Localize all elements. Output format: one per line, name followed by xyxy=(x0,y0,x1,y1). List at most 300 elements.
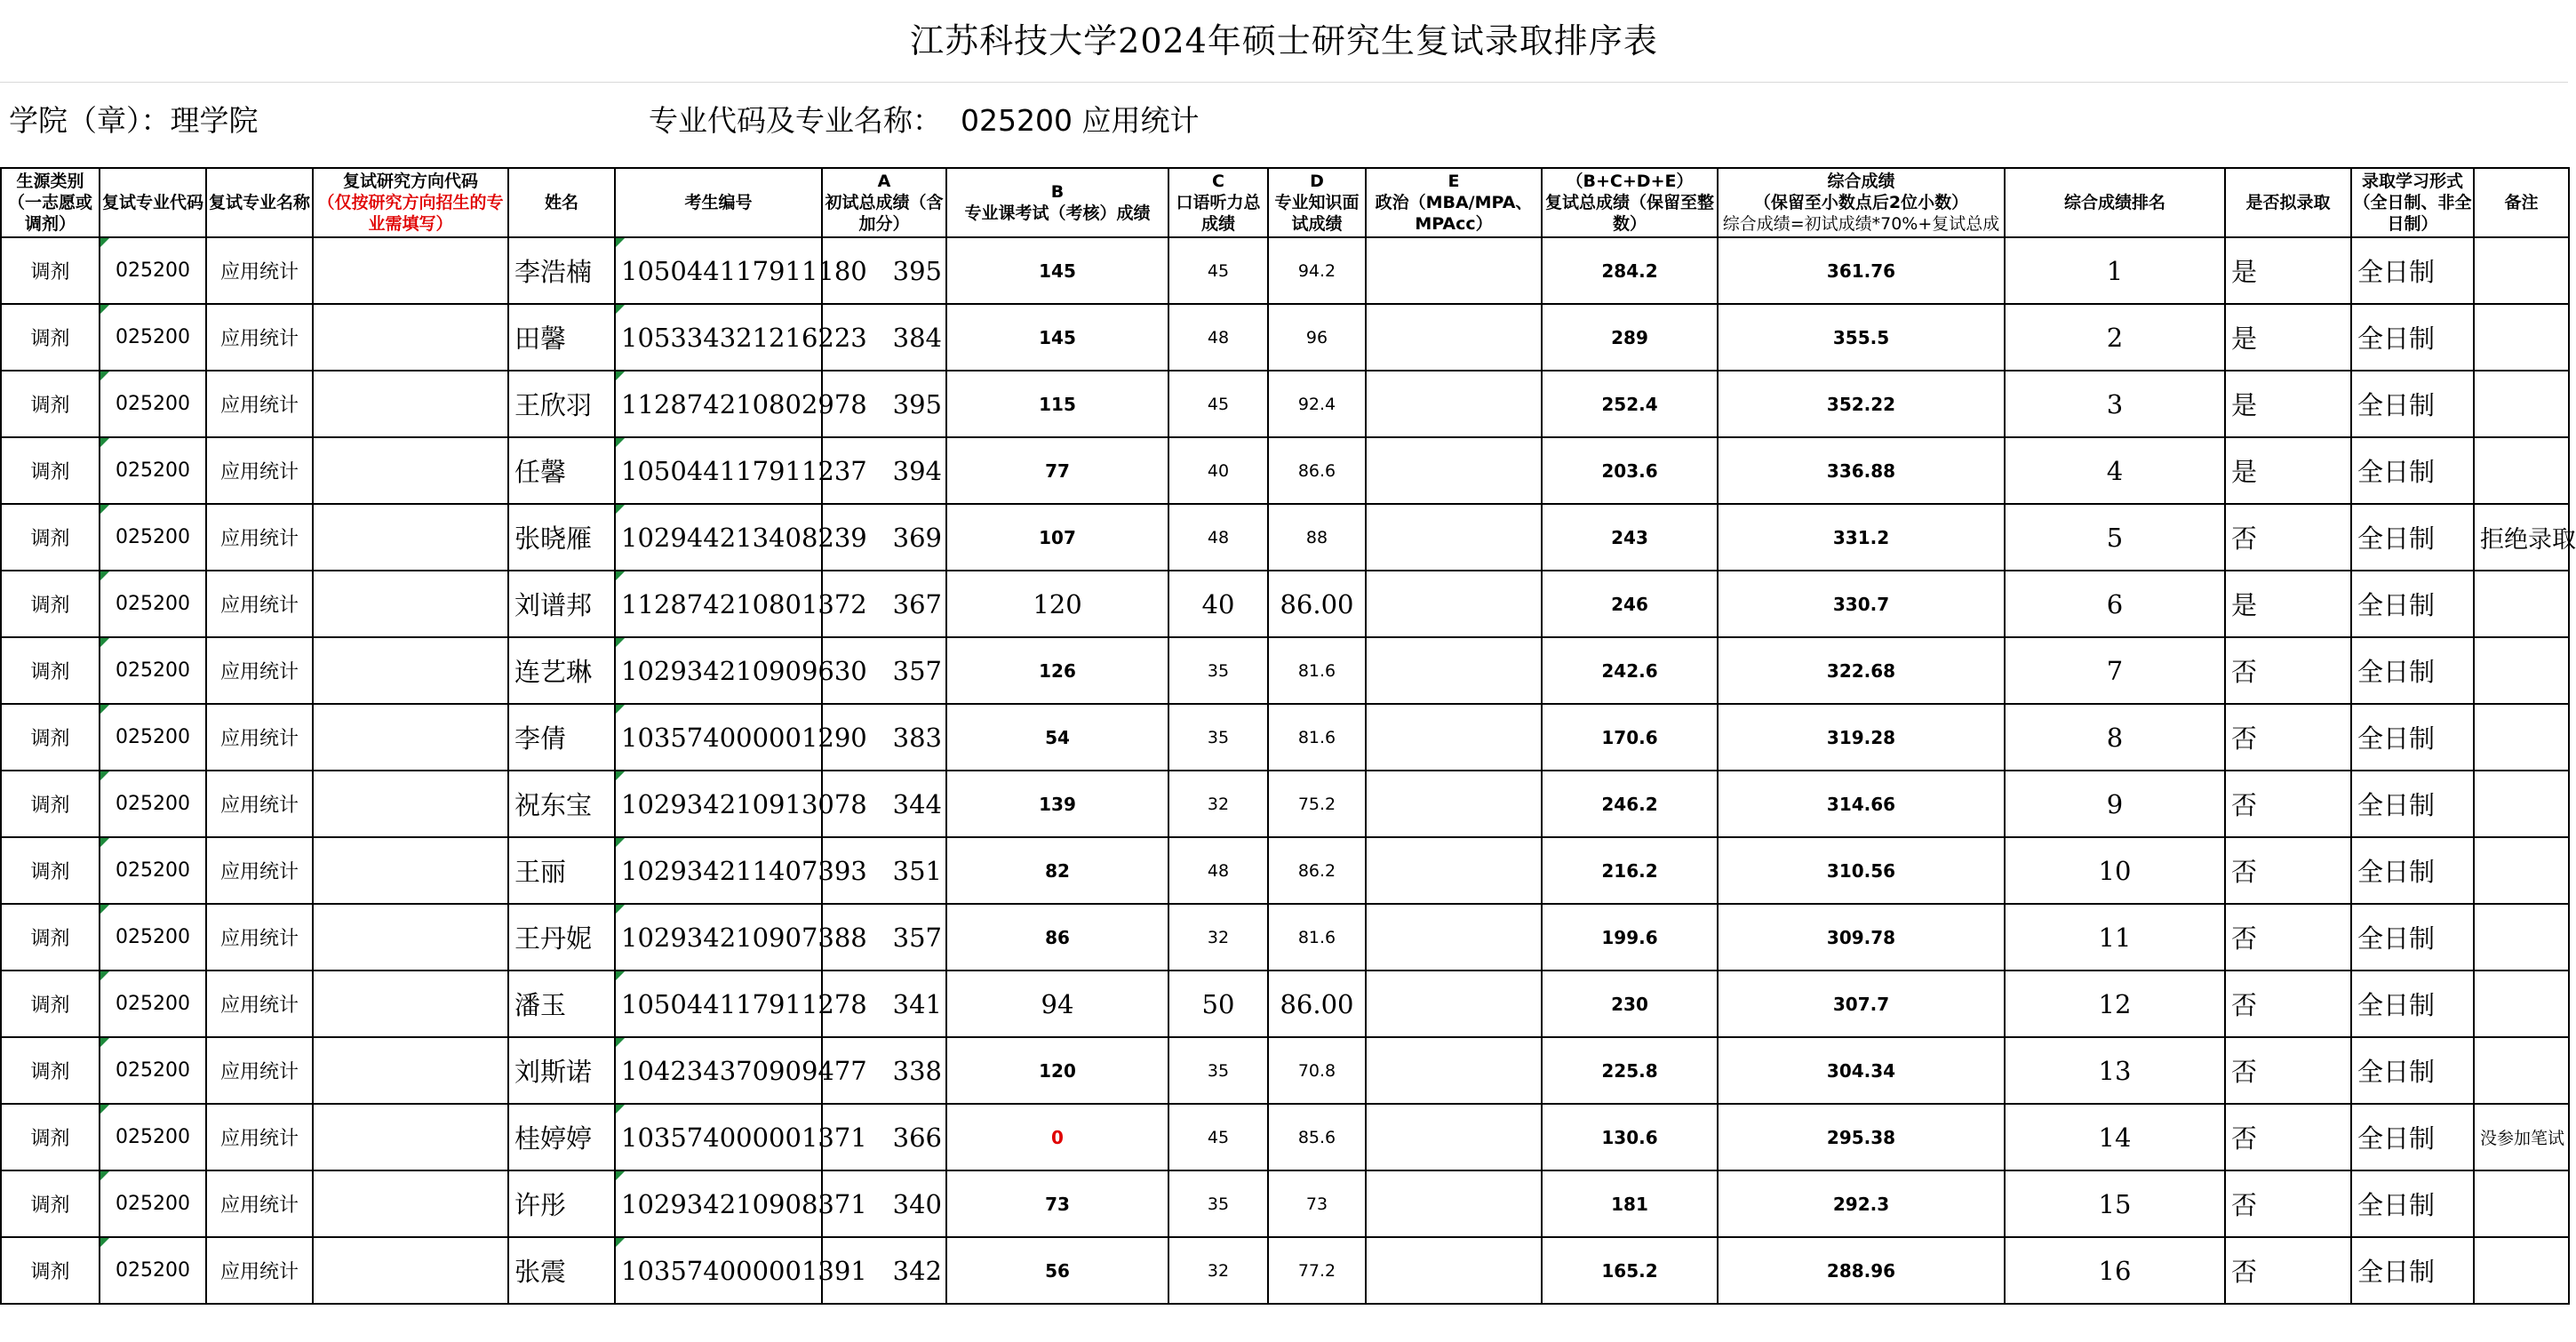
cell-rank: 3 xyxy=(2005,371,2225,437)
cell-remark xyxy=(2474,371,2569,437)
header-major-code: 复试专业代码 xyxy=(100,168,206,237)
cell-exam-id: 105044117911237 xyxy=(615,437,822,504)
cell-score-d: 92.4 xyxy=(1268,371,1366,437)
cell-admit: 否 xyxy=(2225,1237,2351,1304)
cell-admit: 否 xyxy=(2225,1170,2351,1237)
header-admit: 是否拟录取 xyxy=(2225,168,2351,237)
cell-combined: 330.7 xyxy=(1718,571,2005,637)
cell-remark xyxy=(2474,704,2569,771)
cell-study-form: 全日制 xyxy=(2351,637,2474,704)
cell-major-name: 应用统计 xyxy=(206,1104,313,1170)
cell-retest-total: 289 xyxy=(1542,304,1718,371)
table-row xyxy=(1,371,2569,437)
cell-score-e xyxy=(1366,504,1542,571)
cell-combined: 288.96 xyxy=(1718,1237,2005,1304)
cell-score-a: 367 xyxy=(822,571,946,637)
cell-major-name: 应用统计 xyxy=(206,637,313,704)
table-row xyxy=(1,1237,2569,1304)
cell-score-c: 35 xyxy=(1168,1037,1268,1104)
cell-name: 王丽 xyxy=(508,837,615,904)
cell-score-c: 32 xyxy=(1168,904,1268,971)
cell-score-e xyxy=(1366,837,1542,904)
cell-source: 调剂 xyxy=(1,637,100,704)
cell-combined: 309.78 xyxy=(1718,904,2005,971)
cell-score-c: 35 xyxy=(1168,1170,1268,1237)
header-study-form: 录取学习形式（全日制、非全日制） xyxy=(2351,168,2474,237)
cell-major-name: 应用统计 xyxy=(206,371,313,437)
cell-admit: 否 xyxy=(2225,1104,2351,1170)
cell-name: 张晓雁 xyxy=(508,504,615,571)
cell-score-b: 82 xyxy=(946,837,1168,904)
cell-combined: 307.7 xyxy=(1718,971,2005,1037)
major-info xyxy=(649,100,1199,142)
cell-direction xyxy=(313,1037,508,1104)
cell-retest-total: 170.6 xyxy=(1542,704,1718,771)
cell-major-code: 025200 xyxy=(100,504,206,571)
cell-major-name: 应用统计 xyxy=(206,571,313,637)
cell-major-code: 025200 xyxy=(100,304,206,371)
cell-study-form: 全日制 xyxy=(2351,237,2474,304)
cell-source: 调剂 xyxy=(1,704,100,771)
cell-major-code: 025200 xyxy=(100,1237,206,1304)
cell-major-code: 025200 xyxy=(100,1104,206,1170)
cell-score-e xyxy=(1366,304,1542,371)
table-row xyxy=(1,904,2569,971)
cell-score-a: 344 xyxy=(822,771,946,837)
cell-score-c: 32 xyxy=(1168,771,1268,837)
cell-major-name: 应用统计 xyxy=(206,704,313,771)
cell-source: 调剂 xyxy=(1,1104,100,1170)
cell-direction xyxy=(313,1170,508,1237)
cell-admit: 是 xyxy=(2225,437,2351,504)
cell-admit: 是 xyxy=(2225,571,2351,637)
cell-admit: 是 xyxy=(2225,304,2351,371)
header-remark: 备注 xyxy=(2474,168,2569,237)
cell-study-form: 全日制 xyxy=(2351,571,2474,637)
cell-score-b: 73 xyxy=(946,1170,1168,1237)
cell-score-d: 86.2 xyxy=(1268,837,1366,904)
cell-study-form: 全日制 xyxy=(2351,1237,2474,1304)
cell-major-name: 应用统计 xyxy=(206,1170,313,1237)
cell-admit: 是 xyxy=(2225,237,2351,304)
cell-exam-id: 102934210913078 xyxy=(615,771,822,837)
cell-study-form: 全日制 xyxy=(2351,1170,2474,1237)
cell-score-b: 54 xyxy=(946,704,1168,771)
cell-rank: 10 xyxy=(2005,837,2225,904)
cell-admit: 是 xyxy=(2225,371,2351,437)
cell-retest-total: 203.6 xyxy=(1542,437,1718,504)
cell-score-c: 45 xyxy=(1168,1104,1268,1170)
cell-retest-total: 284.2 xyxy=(1542,237,1718,304)
cell-source: 调剂 xyxy=(1,371,100,437)
cell-source: 调剂 xyxy=(1,571,100,637)
cell-score-a: 369 xyxy=(822,504,946,571)
cell-remark xyxy=(2474,1237,2569,1304)
cell-remark xyxy=(2474,637,2569,704)
cell-exam-id: 103574000001290 xyxy=(615,704,822,771)
cell-score-e xyxy=(1366,1037,1542,1104)
cell-score-a: 340 xyxy=(822,1170,946,1237)
cell-combined: 352.22 xyxy=(1718,371,2005,437)
cell-study-form: 全日制 xyxy=(2351,437,2474,504)
header-name: 姓名 xyxy=(508,168,615,237)
cell-exam-id: 102934210908371 xyxy=(615,1170,822,1237)
cell-score-c: 32 xyxy=(1168,1237,1268,1304)
header-c: C 口语听力总成绩 xyxy=(1168,168,1268,237)
cell-major-code: 025200 xyxy=(100,237,206,304)
cell-score-b: 86 xyxy=(946,904,1168,971)
cell-remark xyxy=(2474,837,2569,904)
cell-score-b: 120 xyxy=(946,571,1168,637)
cell-exam-id: 104234370909477 xyxy=(615,1037,822,1104)
cell-study-form: 全日制 xyxy=(2351,904,2474,971)
cell-retest-total: 252.4 xyxy=(1542,371,1718,437)
cell-major-name: 应用统计 xyxy=(206,504,313,571)
cell-score-a: 384 xyxy=(822,304,946,371)
cell-combined: 292.3 xyxy=(1718,1170,2005,1237)
cell-name: 连艺琳 xyxy=(508,637,615,704)
cell-admit: 否 xyxy=(2225,637,2351,704)
cell-major-code: 025200 xyxy=(100,904,206,971)
cell-remark xyxy=(2474,971,2569,1037)
cell-direction xyxy=(313,237,508,304)
cell-exam-id: 103574000001371 xyxy=(615,1104,822,1170)
cell-direction xyxy=(313,904,508,971)
cell-exam-id: 105044117911180 xyxy=(615,237,822,304)
cell-score-a: 395 xyxy=(822,371,946,437)
cell-score-e xyxy=(1366,771,1542,837)
cell-name: 刘谱邦 xyxy=(508,571,615,637)
table-row xyxy=(1,771,2569,837)
cell-score-c: 48 xyxy=(1168,304,1268,371)
cell-score-b: 77 xyxy=(946,437,1168,504)
cell-name: 李浩楠 xyxy=(508,237,615,304)
cell-score-e xyxy=(1366,437,1542,504)
cell-score-c: 40 xyxy=(1168,437,1268,504)
cell-major-code: 025200 xyxy=(100,637,206,704)
header-major-name: 复试专业名称 xyxy=(206,168,313,237)
cell-score-e xyxy=(1366,637,1542,704)
cell-major-code: 025200 xyxy=(100,971,206,1037)
cell-rank: 6 xyxy=(2005,571,2225,637)
table-row xyxy=(1,571,2569,637)
cell-score-c: 48 xyxy=(1168,504,1268,571)
cell-rank: 13 xyxy=(2005,1037,2225,1104)
cell-name: 田馨 xyxy=(508,304,615,371)
cell-score-d: 77.2 xyxy=(1268,1237,1366,1304)
cell-score-a: 394 xyxy=(822,437,946,504)
cell-score-c: 45 xyxy=(1168,371,1268,437)
cell-score-e xyxy=(1366,237,1542,304)
cell-direction xyxy=(313,437,508,504)
cell-retest-total: 242.6 xyxy=(1542,637,1718,704)
cell-admit: 否 xyxy=(2225,504,2351,571)
cell-exam-id: 112874210802978 xyxy=(615,371,822,437)
cell-score-c: 35 xyxy=(1168,704,1268,771)
cell-score-c: 48 xyxy=(1168,837,1268,904)
table-row xyxy=(1,837,2569,904)
cell-score-b: 145 xyxy=(946,304,1168,371)
title-divider xyxy=(0,82,2568,83)
cell-major-name: 应用统计 xyxy=(206,771,313,837)
cell-remark xyxy=(2474,304,2569,371)
cell-study-form: 全日制 xyxy=(2351,504,2474,571)
page-title: 江苏科技大学2024年硕士研究生复试录取排序表 xyxy=(910,21,1658,60)
cell-name: 祝东宝 xyxy=(508,771,615,837)
cell-source: 调剂 xyxy=(1,437,100,504)
cell-score-a: 351 xyxy=(822,837,946,904)
cell-remark xyxy=(2474,1037,2569,1104)
cell-score-d: 70.8 xyxy=(1268,1037,1366,1104)
cell-score-e xyxy=(1366,571,1542,637)
cell-rank: 1 xyxy=(2005,237,2225,304)
cell-major-code: 025200 xyxy=(100,704,206,771)
cell-score-b: 120 xyxy=(946,1037,1168,1104)
cell-remark xyxy=(2474,904,2569,971)
cell-score-e xyxy=(1366,371,1542,437)
header-b: B 专业课考试（考核）成绩 xyxy=(946,168,1168,237)
cell-major-name: 应用统计 xyxy=(206,837,313,904)
header-direction: 复试研究方向代码 （仅按研究方向招生的专业需填写） xyxy=(313,168,508,237)
cell-score-e xyxy=(1366,1104,1542,1170)
cell-source: 调剂 xyxy=(1,1037,100,1104)
cell-major-code: 025200 xyxy=(100,371,206,437)
cell-score-b: 0 xyxy=(946,1104,1168,1170)
cell-major-name: 应用统计 xyxy=(206,1237,313,1304)
cell-name: 潘玉 xyxy=(508,971,615,1037)
cell-combined: 295.38 xyxy=(1718,1104,2005,1170)
cell-major-code: 025200 xyxy=(100,1170,206,1237)
table-row xyxy=(1,504,2569,571)
cell-exam-id: 102934210909630 xyxy=(615,637,822,704)
cell-score-c: 50 xyxy=(1168,971,1268,1037)
cell-score-a: 341 xyxy=(822,971,946,1037)
cell-name: 王欣羽 xyxy=(508,371,615,437)
cell-name: 王丹妮 xyxy=(508,904,615,971)
cell-study-form: 全日制 xyxy=(2351,304,2474,371)
major-label: 专业代码及专业名称： xyxy=(649,103,942,138)
cell-admit: 否 xyxy=(2225,704,2351,771)
table-row xyxy=(1,1104,2569,1170)
major-value: 025200 应用统计 xyxy=(960,103,1200,138)
cell-rank: 15 xyxy=(2005,1170,2225,1237)
cell-remark: 拒绝录取 xyxy=(2474,504,2569,571)
cell-score-e xyxy=(1366,904,1542,971)
cell-source: 调剂 xyxy=(1,1170,100,1237)
cell-source: 调剂 xyxy=(1,1237,100,1304)
cell-remark xyxy=(2474,237,2569,304)
cell-score-b: 139 xyxy=(946,771,1168,837)
header-a: A 初试总成绩（含加分） xyxy=(822,168,946,237)
cell-rank: 8 xyxy=(2005,704,2225,771)
cell-combined: 304.34 xyxy=(1718,1037,2005,1104)
cell-score-a: 357 xyxy=(822,637,946,704)
cell-rank: 11 xyxy=(2005,904,2225,971)
cell-score-b: 145 xyxy=(946,237,1168,304)
cell-source: 调剂 xyxy=(1,237,100,304)
header-retest-total: （B+C+D+E） 复试总成绩（保留至整数） xyxy=(1542,168,1718,237)
cell-score-a: 357 xyxy=(822,904,946,971)
cell-direction xyxy=(313,371,508,437)
cell-retest-total: 199.6 xyxy=(1542,904,1718,971)
header-e: E 政治（MBA/MPA、MPAcc） xyxy=(1366,168,1542,237)
cell-rank: 2 xyxy=(2005,304,2225,371)
cell-score-d: 73 xyxy=(1268,1170,1366,1237)
cell-major-name: 应用统计 xyxy=(206,1037,313,1104)
cell-remark xyxy=(2474,571,2569,637)
cell-score-b: 126 xyxy=(946,637,1168,704)
cell-score-b: 115 xyxy=(946,371,1168,437)
cell-major-code: 025200 xyxy=(100,771,206,837)
cell-exam-id: 102944213408239 xyxy=(615,504,822,571)
cell-name: 张震 xyxy=(508,1237,615,1304)
cell-direction xyxy=(313,771,508,837)
header-combined: 综合成绩 （保留至小数点后2位小数） 综合成绩=初试成绩*70%+复试总成 xyxy=(1718,168,2005,237)
cell-source: 调剂 xyxy=(1,837,100,904)
cell-admit: 否 xyxy=(2225,837,2351,904)
cell-score-e xyxy=(1366,704,1542,771)
cell-direction xyxy=(313,1237,508,1304)
cell-name: 李倩 xyxy=(508,704,615,771)
cell-direction xyxy=(313,837,508,904)
header-rank: 综合成绩排名 xyxy=(2005,168,2225,237)
cell-name: 任馨 xyxy=(508,437,615,504)
cell-direction xyxy=(313,637,508,704)
cell-score-e xyxy=(1366,1237,1542,1304)
cell-remark: 没参加笔试 xyxy=(2474,1104,2569,1170)
cell-source: 调剂 xyxy=(1,971,100,1037)
cell-exam-id: 102934211407393 xyxy=(615,837,822,904)
cell-score-e xyxy=(1366,971,1542,1037)
cell-score-c: 35 xyxy=(1168,637,1268,704)
cell-remark xyxy=(2474,1170,2569,1237)
cell-admit: 否 xyxy=(2225,1037,2351,1104)
cell-major-code: 025200 xyxy=(100,1037,206,1104)
table-row xyxy=(1,704,2569,771)
cell-major-code: 025200 xyxy=(100,437,206,504)
cell-score-d: 94.2 xyxy=(1268,237,1366,304)
cell-direction xyxy=(313,971,508,1037)
cell-exam-id: 105334321216223 xyxy=(615,304,822,371)
cell-remark xyxy=(2474,437,2569,504)
cell-score-b: 56 xyxy=(946,1237,1168,1304)
cell-score-a: 383 xyxy=(822,704,946,771)
cell-retest-total: 165.2 xyxy=(1542,1237,1718,1304)
cell-source: 调剂 xyxy=(1,904,100,971)
cell-major-code: 025200 xyxy=(100,571,206,637)
table-row xyxy=(1,1037,2569,1104)
cell-exam-id: 112874210801372 xyxy=(615,571,822,637)
table-row xyxy=(1,637,2569,704)
cell-source: 调剂 xyxy=(1,504,100,571)
cell-retest-total: 230 xyxy=(1542,971,1718,1037)
cell-score-d: 88 xyxy=(1268,504,1366,571)
cell-rank: 5 xyxy=(2005,504,2225,571)
cell-score-d: 86.00 xyxy=(1268,971,1366,1037)
cell-name: 桂婷婷 xyxy=(508,1104,615,1170)
cell-study-form: 全日制 xyxy=(2351,1104,2474,1170)
cell-major-name: 应用统计 xyxy=(206,237,313,304)
cell-score-d: 81.6 xyxy=(1268,704,1366,771)
cell-admit: 否 xyxy=(2225,904,2351,971)
cell-direction xyxy=(313,704,508,771)
table-row xyxy=(1,437,2569,504)
cell-rank: 12 xyxy=(2005,971,2225,1037)
cell-rank: 9 xyxy=(2005,771,2225,837)
cell-rank: 14 xyxy=(2005,1104,2225,1170)
cell-score-a: 395 xyxy=(822,237,946,304)
cell-combined: 314.66 xyxy=(1718,771,2005,837)
cell-rank: 7 xyxy=(2005,637,2225,704)
header-row xyxy=(1,168,2569,237)
header-source: 生源类别（一志愿或调剂） xyxy=(1,168,100,237)
cell-major-name: 应用统计 xyxy=(206,437,313,504)
cell-major-name: 应用统计 xyxy=(206,304,313,371)
ranking-table xyxy=(0,167,2576,1305)
cell-study-form: 全日制 xyxy=(2351,771,2474,837)
cell-source: 调剂 xyxy=(1,304,100,371)
table-row xyxy=(1,237,2569,304)
cell-direction xyxy=(313,571,508,637)
cell-score-d: 81.6 xyxy=(1268,904,1366,971)
cell-combined: 310.56 xyxy=(1718,837,2005,904)
cell-retest-total: 246.2 xyxy=(1542,771,1718,837)
cell-study-form: 全日制 xyxy=(2351,837,2474,904)
table-row xyxy=(1,971,2569,1037)
cell-remark xyxy=(2474,771,2569,837)
cell-score-d: 75.2 xyxy=(1268,771,1366,837)
header-exam-id: 考生编号 xyxy=(615,168,822,237)
cell-retest-total: 130.6 xyxy=(1542,1104,1718,1170)
cell-name: 刘斯诺 xyxy=(508,1037,615,1104)
table-row xyxy=(1,1170,2569,1237)
cell-score-a: 366 xyxy=(822,1104,946,1170)
cell-retest-total: 243 xyxy=(1542,504,1718,571)
cell-source: 调剂 xyxy=(1,771,100,837)
cell-score-a: 342 xyxy=(822,1237,946,1304)
cell-major-name: 应用统计 xyxy=(206,971,313,1037)
header-d: D 专业知识面试成绩 xyxy=(1268,168,1366,237)
cell-rank: 16 xyxy=(2005,1237,2225,1304)
table-row xyxy=(1,304,2569,371)
cell-exam-id: 105044117911278 xyxy=(615,971,822,1037)
cell-major-name: 应用统计 xyxy=(206,904,313,971)
cell-combined: 361.76 xyxy=(1718,237,2005,304)
cell-exam-id: 103574000001391 xyxy=(615,1237,822,1304)
cell-combined: 331.2 xyxy=(1718,504,2005,571)
cell-combined: 319.28 xyxy=(1718,704,2005,771)
cell-score-d: 96 xyxy=(1268,304,1366,371)
cell-score-e xyxy=(1366,1170,1542,1237)
cell-exam-id: 102934210907388 xyxy=(615,904,822,971)
cell-direction xyxy=(313,304,508,371)
cell-direction xyxy=(313,1104,508,1170)
cell-score-c: 45 xyxy=(1168,237,1268,304)
cell-score-a: 338 xyxy=(822,1037,946,1104)
cell-study-form: 全日制 xyxy=(2351,1037,2474,1104)
cell-direction xyxy=(313,504,508,571)
cell-study-form: 全日制 xyxy=(2351,971,2474,1037)
cell-rank: 4 xyxy=(2005,437,2225,504)
cell-retest-total: 225.8 xyxy=(1542,1037,1718,1104)
cell-score-c: 40 xyxy=(1168,571,1268,637)
cell-admit: 否 xyxy=(2225,971,2351,1037)
college-label: 学院（章）：理学院 xyxy=(9,103,259,138)
cell-score-d: 86.00 xyxy=(1268,571,1366,637)
cell-combined: 336.88 xyxy=(1718,437,2005,504)
cell-score-d: 81.6 xyxy=(1268,637,1366,704)
cell-study-form: 全日制 xyxy=(2351,371,2474,437)
